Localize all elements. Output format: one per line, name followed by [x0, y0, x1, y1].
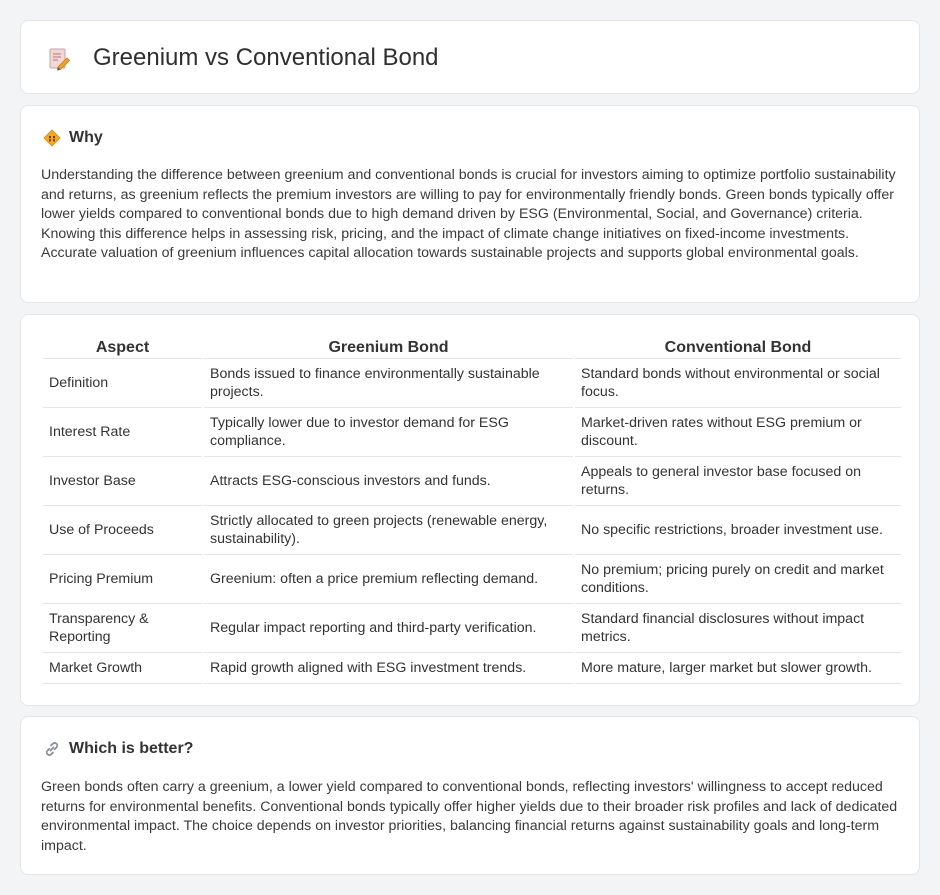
table-row [43, 408, 901, 457]
comparison-table [41, 337, 903, 684]
better-section-header [43, 739, 193, 759]
table-row [43, 457, 901, 506]
row-conventional-value: No specific restrictions, broader investment use. [575, 506, 901, 555]
row-aspect: Transparency & Reporting [43, 604, 202, 653]
header-conventional-bond: Conventional Bond [575, 337, 901, 359]
row-greenium-value: Regular impact reporting and third-party verification. [204, 604, 573, 653]
row-conventional-value: More mature, larger market but slower growth. [575, 653, 901, 684]
why-card [20, 105, 920, 303]
table-row [43, 506, 901, 555]
row-conventional-value: Market-driven rates without ESG premium or discount. [575, 408, 901, 457]
table-row [43, 604, 901, 653]
diamond-sign-icon [43, 129, 61, 147]
better-title: Which is better? [69, 740, 194, 757]
row-conventional-value: Appeals to general investor base focused on returns. [575, 457, 901, 506]
why-title: Why [69, 129, 103, 146]
page-title: Greenium vs Conventional Bond [93, 44, 439, 71]
why-section-header [43, 128, 103, 148]
row-aspect: Pricing Premium [43, 555, 202, 604]
row-greenium-value: Typically lower due to investor demand for ESG compliance. [204, 408, 573, 457]
link-icon [43, 740, 61, 758]
row-conventional-value: Standard financial disclosures without impact metrics. [575, 604, 901, 653]
row-greenium-value: Strictly allocated to green projects (renewable energy, sustainability). [204, 506, 573, 555]
table-row [43, 653, 901, 684]
why-text: Understanding the difference between greenium and conventional bonds is crucial for investors aiming to optimize portfolio sustainability and returns, as greenium reflects the premium investors are willing to pay for environmentally friendly bonds. Green bonds typically offer lower yields compared to conventional bonds due to high demand driven by ESG (Environmental, Social, and Governance) criteria. Knowing this difference helps in assessing risk, pricing, and the impact of climate change initiatives on fixed-income investments. Accurate valuation of greenium influences capital allocation towards sustainable projects and supports global environmental goals. [41, 167, 896, 261]
row-aspect: Investor Base [43, 457, 202, 506]
row-greenium-value: Rapid growth aligned with ESG investment trends. [204, 653, 573, 684]
table-header-row [43, 337, 901, 359]
row-conventional-value: No premium; pricing purely on credit and market conditions. [575, 555, 901, 604]
header-aspect: Aspect [43, 337, 202, 359]
row-greenium-value: Greenium: often a price premium reflecting demand. [204, 555, 573, 604]
which-is-better-card [20, 716, 920, 875]
better-text: Green bonds often carry a greenium, a lower yield compared to conventional bonds, reflecting investors' willingness to accept reduced returns for environmental benefits. Conventional bonds typically offer higher yields due to their broader risk profiles and lack of dedicated environmental impact. The choice depends on investor priorities, balancing financial returns against sustainability goals and long-term impact. [41, 779, 898, 854]
header-card [20, 20, 920, 94]
row-aspect: Interest Rate [43, 408, 202, 457]
row-greenium-value: Attracts ESG-conscious investors and funds. [204, 457, 573, 506]
table-row [43, 555, 901, 604]
document-pencil-icon [46, 46, 72, 72]
row-conventional-value: Standard bonds without environmental or social focus. [575, 359, 901, 408]
row-aspect: Market Growth [43, 653, 202, 684]
comparison-table-card [20, 314, 920, 706]
header-greenium-bond: Greenium Bond [204, 337, 573, 359]
table-row [43, 359, 901, 408]
row-greenium-value: Bonds issued to finance environmentally sustainable projects. [204, 359, 573, 408]
row-aspect: Definition [43, 359, 202, 408]
row-aspect: Use of Proceeds [43, 506, 202, 555]
